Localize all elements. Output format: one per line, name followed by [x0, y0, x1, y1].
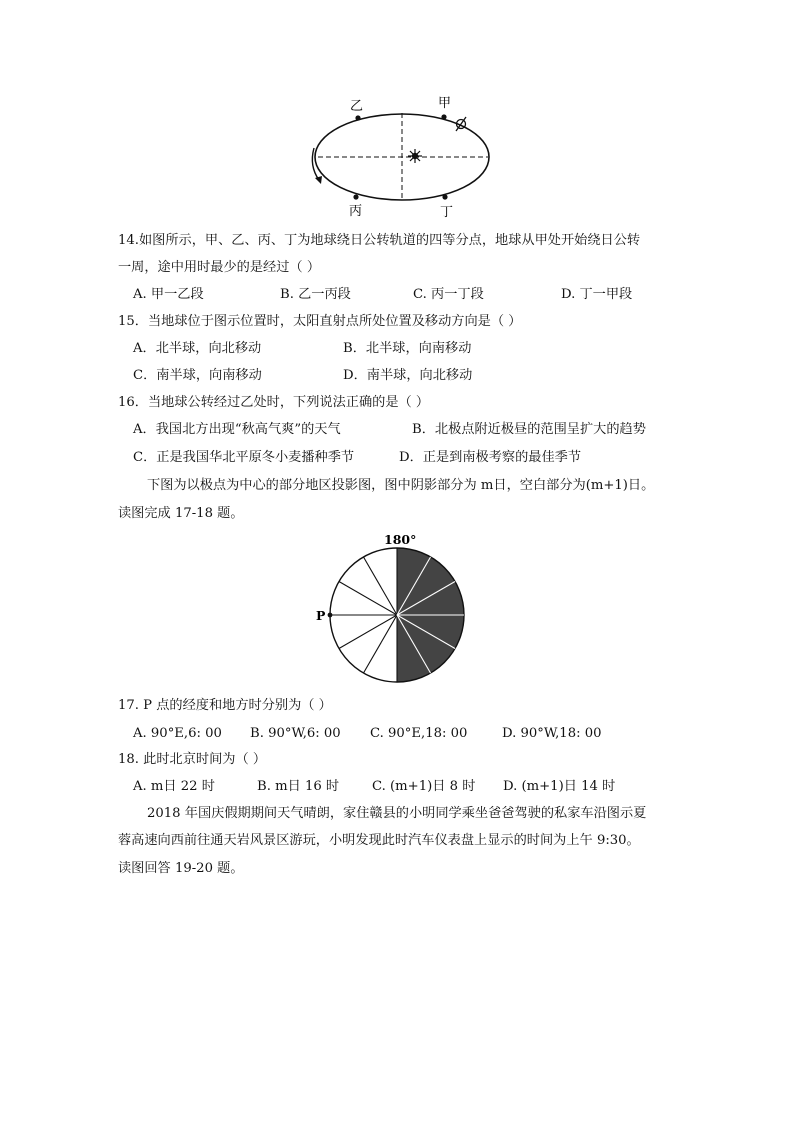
- sun-icon: [408, 149, 422, 163]
- intro-19-20-line2: 蓉高速向西前往通天岩风景区游玩，小明发现此时汽车仪表盘上显示的时间为上午 9:30。: [118, 833, 640, 848]
- intro-17-18-line1: 下图为以极点为中心的部分地区投影图，图中阴影部分为 m日，空白部分为(m+1)日。: [147, 478, 655, 493]
- orbit-figure: [300, 92, 500, 224]
- question-15-option-b: B．北半球，向南移动: [343, 341, 472, 356]
- orbit-point-bing: [353, 194, 358, 199]
- orbit-label-ding: 丁: [440, 205, 454, 220]
- orbit-point-jia: [441, 114, 446, 119]
- question-17-stem: 17. P 点的经度和地方时分别为（ ）: [118, 698, 332, 713]
- question-16-option-a: A．我国北方出现“秋高气爽”的天气: [133, 422, 341, 437]
- question-14-stem-line2: 一周，途中用时最少的是经过（ ）: [118, 260, 321, 275]
- question-14-option-c: C. 丙一丁段: [413, 287, 484, 302]
- question-18-stem: 18. 此时北京时间为（ ）: [118, 752, 267, 767]
- question-14-option-b: B. 乙一丙段: [280, 287, 351, 302]
- question-16-option-c: C．正是我国华北平原冬小麦播种季节: [133, 450, 355, 465]
- question-14-option-a: A. 甲一乙段: [133, 287, 204, 302]
- meridian-lines: [330, 548, 397, 682]
- orbit-label-bing: 丙: [349, 204, 363, 219]
- question-18-option-b: B. m日 16 时: [257, 779, 340, 794]
- orbit-point-yi: [355, 115, 360, 120]
- intro-19-20-line1: 2018 年国庆假期期间天气晴朗，家住赣县的小明同学乘坐爸爸驾驶的私家车沿图示夏: [147, 806, 647, 821]
- question-17-option-b: B. 90°W,6: 00: [250, 726, 341, 741]
- question-17-option-a: A. 90°E,6: 00: [133, 726, 222, 741]
- orbit-label-yi: 乙: [350, 99, 364, 114]
- question-18-option-d: D. (m+1)日 14 时: [503, 779, 616, 794]
- polar-top-label: 180°: [384, 532, 417, 547]
- point-p-dot: [328, 613, 333, 618]
- question-15-option-a: A．北半球，向北移动: [133, 341, 262, 356]
- question-18-option-a: A. m日 22 时: [133, 779, 215, 794]
- point-p-label: P: [316, 608, 326, 623]
- question-14-option-d: D. 丁一甲段: [561, 287, 633, 302]
- question-15-stem: 15．当地球位于图示位置时，太阳直射点所处位置及移动方向是（ ）: [118, 314, 522, 329]
- polar-figure: [310, 528, 480, 686]
- question-14-stem-line1: 14.如图所示，甲、乙、丙、丁为地球绕日公转轨道的四等分点，地球从甲处开始绕日公转: [118, 233, 641, 248]
- question-16-option-d: D．正是到南极考察的最佳季节: [399, 450, 582, 465]
- question-16-stem: 16．当地球公转经过乙处时，下列说法正确的是（ ）: [118, 395, 430, 410]
- question-16-option-b: B．北极点附近极昼的范围呈扩大的趋势: [412, 422, 646, 437]
- question-18-option-c: C. (m+1)日 8 时: [372, 779, 476, 794]
- question-15-option-c: C．南半球，向南移动: [133, 368, 262, 383]
- orbit-point-ding: [442, 194, 447, 199]
- question-17-option-c: C. 90°E,18: 00: [370, 726, 468, 741]
- question-15-option-d: D．南半球，向北移动: [343, 368, 473, 383]
- intro-19-20-line3: 读图回答 19-20 题。: [118, 861, 244, 876]
- intro-17-18-line2: 读图完成 17-18 题。: [118, 506, 244, 521]
- orbit-label-jia: 甲: [438, 96, 452, 111]
- question-17-option-d: D. 90°W,18: 00: [502, 726, 602, 741]
